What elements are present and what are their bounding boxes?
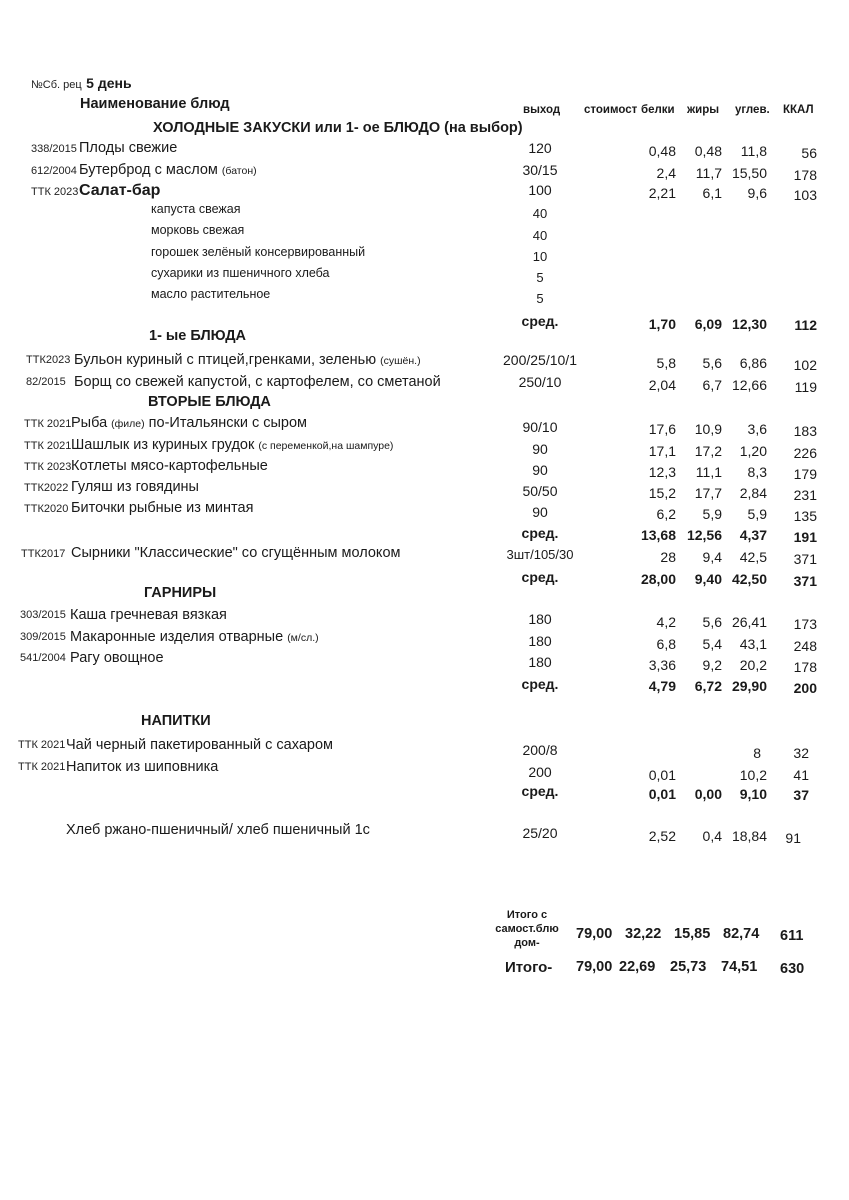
kcal-value: 183 [793,423,817,439]
fats-value: 0,00 [694,786,722,802]
recipe-number-label [31,75,132,93]
proteins-value: 17,1 [648,443,676,459]
col-output: выход [523,104,561,116]
recipe-code: ТТК 2021 [24,440,72,452]
fats-value: 5,4 [702,636,722,652]
carbs-value: 74,51 [721,959,758,975]
section-title-drinks: НАПИТКИ [141,713,211,729]
proteins-value: 15,2 [648,485,676,501]
proteins-value: 6,8 [656,636,676,652]
ingredient-name: сухарики из пшеничного хлеба [151,266,330,280]
proteins-value: 28 [660,549,676,565]
recipe-code: ТТК2020 [24,503,69,515]
table-row [0,140,849,162]
kcal-value: 191 [793,529,817,545]
fats-value: 5,6 [702,355,722,371]
section-title-first: 1- ые БЛЮДА [149,328,247,344]
carbs-value: 42,50 [731,571,767,587]
table-row [0,822,849,844]
table-row [0,607,849,632]
dish-name: Напиток из шиповника [66,759,219,775]
col-proteins: белки [641,104,675,116]
ingredient-name: горошек зелёный консервированный [151,245,366,259]
ingredient-row [0,245,849,267]
average-label: сред. [521,676,559,692]
kcal-value: 178 [793,167,817,183]
output-value: 200 [528,764,552,780]
kcal-value: 56 [801,145,817,161]
kcal-value: 119 [794,379,817,395]
section-title-garnish: ГАРНИРЫ [144,585,217,601]
kcal-value: 371 [793,551,817,567]
table-row [0,759,849,781]
recipe-code: ТТК2017 [21,548,66,560]
dish-name: Каша гречневая вязкая [70,607,227,623]
output-value: 120 [528,140,552,156]
dish-name: Борщ со свежей капустой, с картофелем, со сметаной [74,374,441,390]
kcal-value: 112 [794,317,817,333]
fats-value: 9,4 [702,549,722,565]
kcal-value: 630 [780,961,805,977]
col-kcal: ККАЛ [783,104,814,116]
dish-name: Салат-бар [79,182,161,199]
average-label: сред. [521,569,559,585]
carbs-value: 12,66 [731,377,767,393]
dish-name: Сырники "Классические" со сгущённым молоком [71,545,401,561]
output-value: 50/50 [522,483,558,499]
dish-note: (м/сл.) [287,632,319,644]
dish-note: (сушён.) [380,355,421,367]
recipe-code: ТТК 2021 [18,761,66,773]
kcal-value: 37 [793,787,809,803]
recipe-code: 541/2004 [20,652,66,664]
table-row [0,545,849,567]
col-fats: жиры [687,104,720,116]
carbs-value: 42,5 [739,549,767,565]
ingredient-name: масло растительное [151,287,271,301]
output-value: 30/15 [522,162,558,178]
section-title-cold: ХОЛОДНЫЕ ЗАКУСКИ или 1- ое БЛЮДО (на выбор) [153,120,523,136]
carbs-value: 1,20 [739,443,767,459]
fats-value: 6,1 [702,185,722,201]
proteins-value: 2,4 [656,165,676,181]
proteins-value: 0,01 [648,786,676,802]
kcal-value: 371 [793,573,817,589]
proteins-value: 22,69 [619,959,656,975]
fats-value: 9,40 [694,571,722,587]
recipe-code: ТТК2023 [26,354,71,366]
fats-value: 5,9 [702,506,722,522]
recipe-code: ТТК 2021 [18,739,66,751]
dish-name: Бульон куриный с птицей,гренками, зеленью [74,352,377,368]
section-title-second: ВТОРЫЕ БЛЮДА [148,394,271,410]
proteins-value: 4,79 [648,678,676,694]
ingredient-row [0,202,849,224]
output-value: 90/10 [522,419,558,435]
kcal-value: 91 [785,830,801,846]
table-row [0,352,849,374]
recipe-code: ТТК 2023 [24,461,72,473]
carbs-value: 6,86 [739,355,767,371]
output-value: 3шт/105/30 [506,547,574,562]
output-value: 180 [528,611,552,627]
fats-value: 0,4 [702,828,722,844]
output-value: 200/8 [522,742,558,758]
kcal-value: 179 [793,466,817,482]
kcal-value: 231 [793,487,817,503]
fats-value: 17,7 [694,485,722,501]
carbs-value: 15,50 [731,165,767,181]
ingredient-row [0,223,849,245]
output-value: 90 [532,504,548,520]
carbs-value: 9,10 [739,786,767,802]
fats-value: 0,48 [694,143,722,159]
dish-name: Бутерброд с маслом [79,162,218,178]
proteins-value: 17,6 [648,421,676,437]
carbs-value: 3,6 [747,421,767,437]
ingredient-name: капуста свежая [151,202,241,216]
carbs-value: 2,84 [739,485,767,501]
kcal-value: 226 [793,445,817,461]
dish-note: (с переменкой,на шампуре) [258,440,394,452]
kcal-value: 248 [793,638,817,654]
recipe-code: ТТК 2021 [24,418,72,430]
proteins-value: 6,2 [656,506,676,522]
table-row [0,162,849,184]
proteins-value: 3,36 [648,657,676,673]
dish-name: Плоды свежие [79,140,178,156]
carbs-value: 26,41 [731,614,767,630]
output-value: 40 [532,228,548,243]
kcal-value: 611 [780,928,804,944]
dish-note: (филе) [111,418,145,430]
day-label: 5 день [86,75,132,91]
average-label: сред. [521,783,559,799]
table-row [0,650,849,675]
proteins-value: 2,52 [648,828,676,844]
fats-value: 6,09 [694,316,722,332]
output-value: 90 [532,441,548,457]
dish-name: Хлеб ржано-пшеничный/ хлеб пшеничный 1с [66,822,370,838]
dish-name: Рыба [71,415,108,431]
dish-name-cont: по-Итальянски с сыром [148,415,308,431]
kcal-value: 135 [793,508,817,524]
carbs-value: 29,90 [731,678,767,694]
output-value: 180 [528,654,552,670]
proteins-value: 13,68 [640,527,676,543]
totals-self-row [0,926,849,948]
average-label: сред. [521,525,559,541]
fats-value: 6,72 [694,678,722,694]
carbs-value: 20,2 [739,657,767,673]
carbs-value: 43,1 [739,636,767,652]
dish-name: Макаронные изделия отварные [70,629,284,645]
label-line: Итого с [506,909,548,921]
col-cost: стоимост [584,104,638,116]
fats-value: 6,7 [702,377,722,393]
fats-value: 12,56 [686,527,722,543]
fats-value: 10,9 [694,421,722,437]
table-row [0,500,849,522]
carbs-value: 8 [753,745,761,761]
dish-name: Чай черный пакетированный с сахаром [66,737,333,753]
totals-row [0,959,849,981]
table-row [0,629,849,654]
fats-value: 9,2 [702,657,722,673]
cost-value: 79,00 [576,959,613,975]
recipe-code: 303/2015 [20,609,66,621]
recipe-code: 309/2015 [20,631,66,643]
cost-value: 79,00 [576,926,613,942]
output-value: 10 [532,249,548,264]
fats-value: 5,6 [702,614,722,630]
proteins-value: 5,8 [656,355,676,371]
average-row [0,783,849,805]
page-title: Наименование блюд [80,96,230,112]
recipe-code: 338/2015 [31,143,77,155]
table-row [0,415,849,437]
dish-name: Гуляш из говядины [71,479,199,495]
ingredient-row [0,266,849,288]
proteins-value: 0,48 [648,143,676,159]
output-value: 180 [528,633,552,649]
code-label: №Сб. рец [31,79,82,91]
ingredient-name: морковь свежая [151,223,245,237]
output-value: 5 [536,270,544,285]
table-row [0,458,849,480]
average-row [0,525,849,547]
fats-value: 17,2 [694,443,722,459]
output-value: 25/20 [522,825,558,841]
table-row [0,374,849,396]
carbs-value: 11,8 [740,143,767,159]
kcal-value: 200 [793,680,817,696]
fats-value: 11,7 [695,165,722,181]
proteins-value: 4,2 [656,614,676,630]
output-value: 100 [528,182,552,198]
carbs-value: 82,74 [723,926,760,942]
proteins-value: 2,04 [648,377,676,393]
total-label: Итого- [505,959,553,976]
carbs-value: 18,84 [731,828,767,844]
fats-value: 15,85 [674,926,711,942]
kcal-value: 32 [793,745,809,761]
table-row [0,479,849,501]
output-value: 250/10 [518,374,562,390]
carbs-value: 9,6 [747,185,767,201]
kcal-value: 103 [793,187,817,203]
proteins-value: 0,01 [648,767,676,783]
kcal-value: 41 [793,767,809,783]
proteins-value: 2,21 [648,185,676,201]
proteins-value: 32,22 [625,926,662,942]
carbs-value: 10,2 [739,767,767,783]
ingredient-row [0,287,849,309]
recipe-code: 612/2004 [31,165,77,177]
average-label: сред. [521,313,559,329]
kcal-value: 102 [793,357,817,373]
recipe-code: 82/2015 [26,376,66,388]
dish-name: Биточки рыбные из минтая [71,500,254,516]
table-row [0,182,849,204]
table-row [0,737,849,759]
carbs-value: 4,37 [739,527,767,543]
average-row [0,313,849,335]
proteins-value: 28,00 [640,571,676,587]
kcal-value: 178 [793,659,817,675]
recipe-code: ТТК 2023 [31,186,79,198]
dish-name: Рагу овощное [70,650,164,666]
average-row [0,676,849,698]
label-line: самост.блю [495,923,559,935]
kcal-value: 173 [793,616,817,632]
col-carbs: углев. [735,104,770,116]
table-row [0,437,849,459]
output-value: 40 [532,206,548,221]
dish-name: Котлеты мясо-картофельные [71,458,268,474]
output-value: 5 [536,291,544,306]
dish-note: (батон) [221,165,257,177]
output-value: 90 [532,462,548,478]
proteins-value: 1,70 [648,316,676,332]
recipe-code: ТТК2022 [24,482,69,494]
fats-value: 25,73 [670,959,707,975]
carbs-value: 8,3 [747,464,767,480]
dish-name: Шашлык из куриных грудок [71,437,255,453]
proteins-value: 12,3 [648,464,676,480]
average-row [0,569,849,591]
fats-value: 11,1 [695,464,722,480]
output-value: 200/25/10/1 [503,352,577,368]
carbs-value: 12,30 [731,316,767,332]
label-line: дом- [514,937,540,949]
carbs-value: 5,9 [747,506,767,522]
